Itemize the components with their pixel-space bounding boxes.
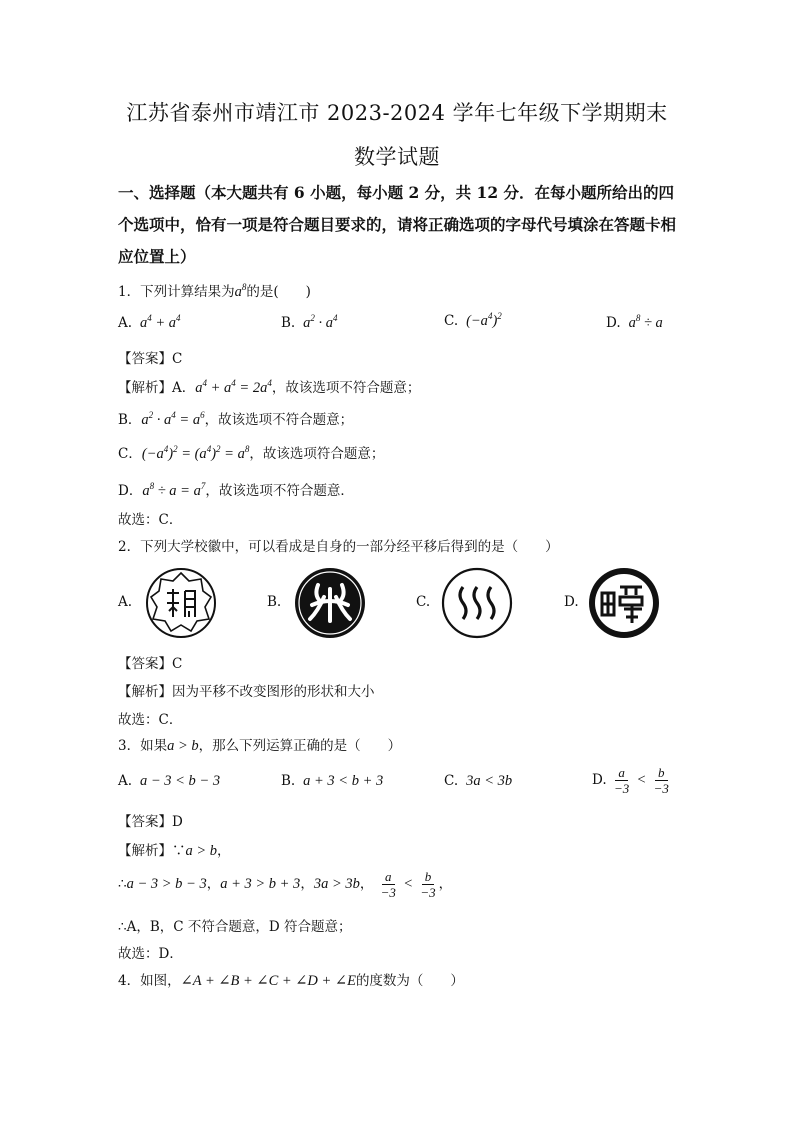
q2-answer: 【答案】C [118, 656, 183, 672]
option-label: C. [444, 313, 459, 329]
option-label: A. [118, 773, 133, 789]
q1-option-a [118, 315, 181, 332]
page-subtitle: 数学试题 [354, 145, 440, 169]
q2-option-c-label: C. [416, 594, 431, 610]
q2-conclusion: 故选：C． [118, 712, 183, 728]
math-fraction: $\frac{a}{-3}$ [613, 765, 630, 796]
q1-answer: 【答案】C [118, 351, 183, 367]
option-label: D. [592, 772, 607, 788]
analysis-text: ，故该选项不符合题意． [205, 483, 354, 499]
analysis-text: ，故该选项不符合题意； [204, 412, 354, 428]
stem-suffix: ，那么下列运算正确的是（ ） [198, 738, 402, 754]
emblem-d-icon [588, 567, 660, 639]
math-expr: ∠A + ∠B + ∠C + ∠D + ∠E [180, 973, 356, 989]
question-1-stem-prefix: 1．下列计算结果为 [118, 284, 235, 300]
emblem-b-icon [294, 567, 366, 639]
math-expr: a > b [185, 843, 218, 859]
math-expr: a > b [167, 738, 199, 754]
math-expr: < [636, 772, 647, 788]
stem-prefix: 3．如果 [118, 738, 168, 754]
math-expr: $a^2 \cdot a^4 = a^6$ [141, 410, 205, 428]
q3-conclusion: 故选：D． [118, 946, 183, 962]
math-expr: $a^8 \div a$ [624, 313, 663, 331]
math-expr: $a^2 \cdot a^4$ [299, 313, 338, 331]
therefore-symbol: ∴ [118, 876, 127, 892]
stem-suffix: 的度数为（ ） [355, 973, 464, 989]
option-label: B. [281, 773, 296, 789]
math-expr: $(-a^4)^2$ [462, 311, 502, 329]
q1-option-d [606, 315, 663, 332]
analysis-prefix: 【解析】∵ [118, 843, 186, 859]
q1-analysis-a [118, 376, 420, 397]
emblem-a-icon [145, 567, 217, 639]
q2-option-a-label: A. [118, 594, 133, 610]
q2-analysis: 【解析】因为平移不改变图形的形状和大小 [118, 684, 375, 700]
math-expr: 3a > 3b [313, 876, 360, 892]
math-expr: $a^8$ [234, 282, 247, 300]
math-expr: a − 3 > b − 3 [126, 876, 207, 892]
analysis-prefix: 【解析】A． [118, 380, 196, 396]
q3-option-d [592, 765, 672, 796]
math-fraction: $\frac{a}{-3}$ [380, 869, 396, 900]
analysis-text: ，故该选项符合题意； [249, 446, 385, 462]
option-label: C. [444, 773, 459, 789]
question-1-stem-suffix: 的是( ) [246, 284, 311, 300]
q3-conclusion-line: ∴A，B，C 不符合题意，D 符合题意； [118, 919, 352, 935]
question-3-stem [118, 734, 401, 755]
analysis-prefix: C． [118, 446, 142, 462]
question-4-stem [118, 969, 464, 990]
q1-conclusion: 故选：C． [118, 512, 183, 528]
math-expr: $(-a^4)^2 = (a^4)^2 = a^8$ [141, 444, 250, 462]
q3-answer: 【答案】D [118, 814, 183, 830]
analysis-prefix: D． [118, 483, 143, 499]
math-expr: a − 3 < b − 3 [136, 773, 221, 789]
q3-option-a [118, 773, 220, 790]
section-heading: 一、选择题（本大题共有 6 小题，每小题 2 分，共 12 分．在每小题所给出的四个选项中，恰有一项是符合题目要求的，请将正确选项的字母代号填涂在答题卡相应位置上） [118, 183, 677, 266]
q1-analysis-c [118, 442, 384, 463]
q1-analysis-b [118, 408, 353, 429]
math-expr: $a^4 + a^4$ [136, 313, 181, 331]
stem-prefix: 4．如图， [118, 973, 181, 989]
q1-option-b [281, 315, 338, 332]
question-1-stem [118, 280, 311, 301]
math-fraction: $\frac{b}{-3}$ [420, 869, 436, 900]
math-expr: $a^8 \div a = a^7$ [142, 481, 206, 499]
math-expr: a + 3 > b + 3 [220, 876, 301, 892]
q2-option-b-label: B. [267, 594, 282, 610]
q3-analysis: 【解析】∵a > b， [118, 843, 231, 859]
q3-derivation: ∴a − 3 > b − 3，a + 3 > b + 3，3a > 3b， $\frac{a}{-3}$ < $\frac{b}{-3}$ ， [118, 869, 453, 900]
math-fraction: $\frac{b}{-3}$ [653, 765, 669, 796]
option-label: B. [281, 315, 296, 331]
math-expr: $a^4 + a^4 = 2a^4$ [195, 378, 272, 396]
math-expr: a + 3 < b + 3 [299, 773, 384, 789]
option-label: A. [118, 315, 133, 331]
q1-option-c [444, 313, 502, 330]
option-label: D. [606, 315, 621, 331]
analysis-prefix: B． [118, 412, 142, 428]
math-expr: 3a < 3b [462, 773, 513, 789]
q3-option-b [281, 773, 383, 790]
emblem-c-icon [441, 567, 513, 639]
question-2-stem: 2．下列大学校徽中，可以看成是自身的一部分经平移后得到的是（ ） [118, 539, 559, 555]
q3-option-c [444, 773, 512, 790]
math-expr: < [403, 876, 414, 892]
page-title: 江苏省泰州市靖江市 2023-2024 学年七年级下学期期末 [126, 101, 668, 125]
q2-option-d-label: D. [564, 594, 579, 610]
analysis-text: ，故该选项不符合题意； [271, 380, 421, 396]
q1-analysis-d [118, 479, 354, 500]
